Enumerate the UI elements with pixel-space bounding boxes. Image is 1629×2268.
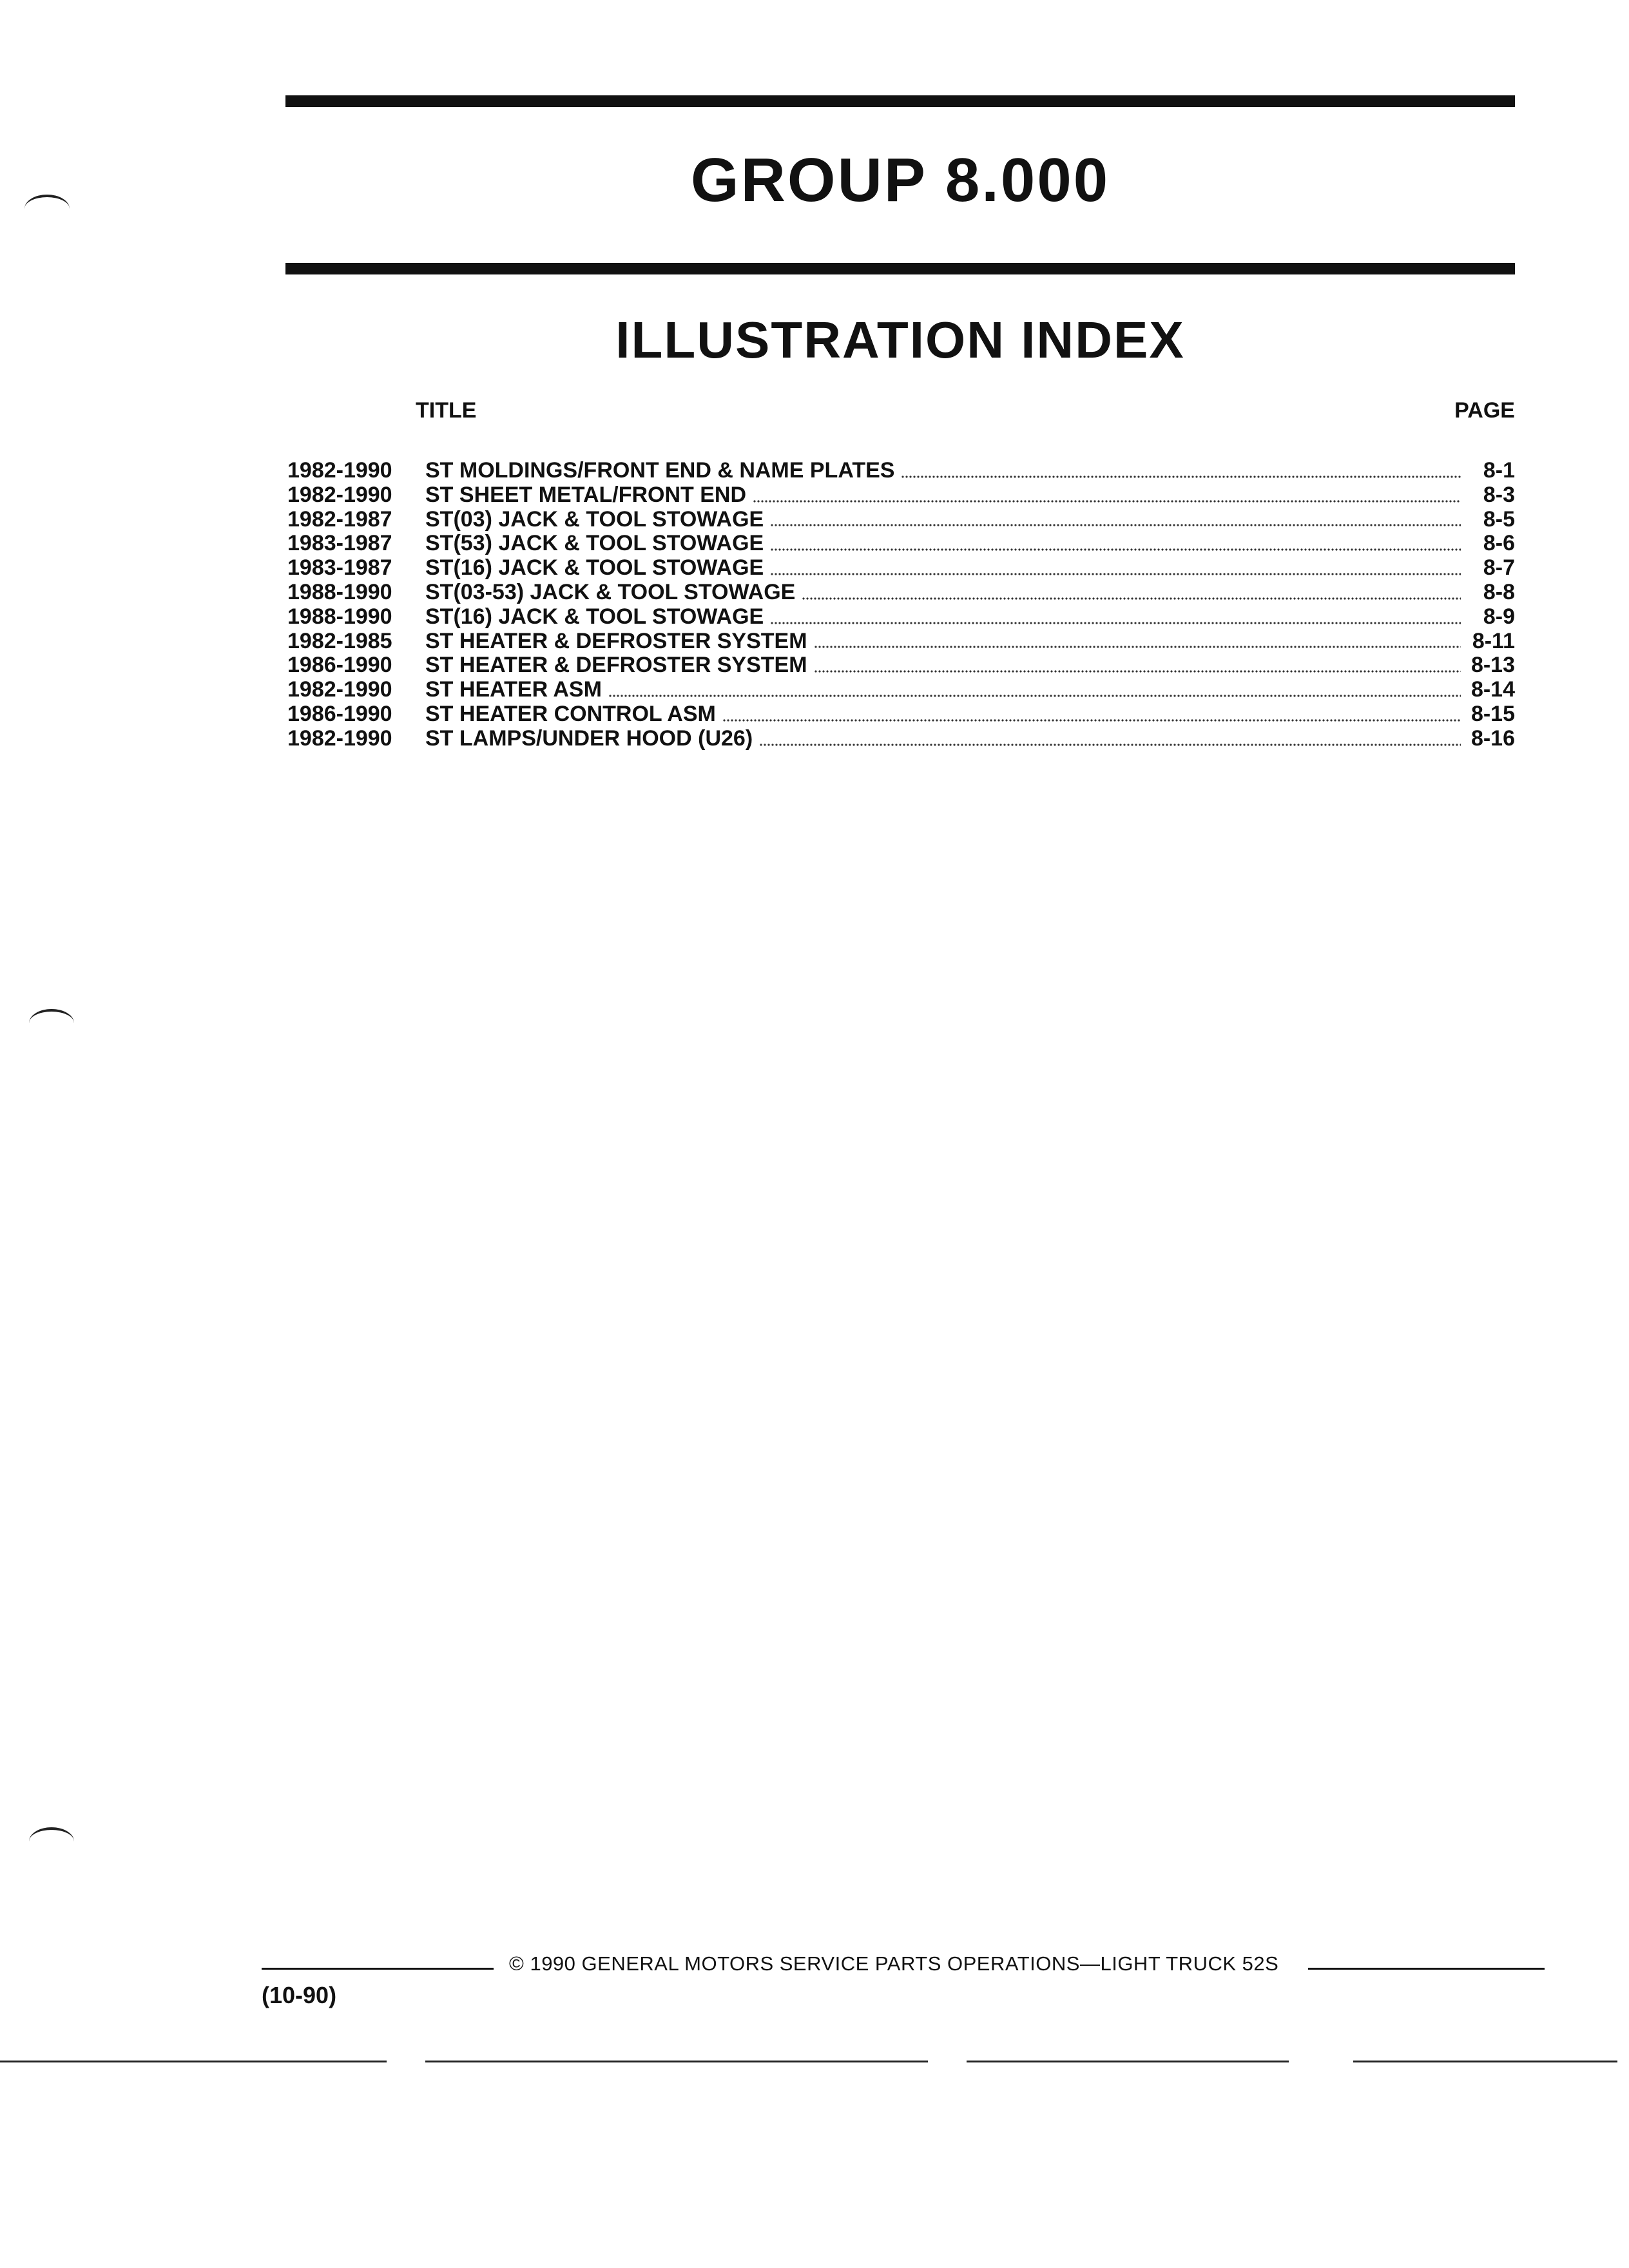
entry-page-number: 8-15	[1470, 701, 1515, 726]
entry-years: 1982-1987	[287, 506, 392, 532]
footer-rule-left	[262, 1968, 494, 1970]
entry-years: 1982-1990	[287, 726, 392, 751]
index-entry	[287, 581, 1515, 605]
entry-title: ST LAMPS/UNDER HOOD (U26)	[425, 726, 753, 751]
entry-page-number: 8-9	[1483, 604, 1515, 629]
index-entry	[287, 483, 1515, 508]
dot-leader	[770, 548, 1461, 553]
entry-page-number: 8-1	[1483, 458, 1515, 483]
entry-page-number: 8-6	[1483, 531, 1515, 556]
revision-date-code: (10-90)	[262, 1982, 337, 2008]
index-entry	[287, 556, 1515, 581]
binder-hole-mark	[24, 195, 70, 223]
title-column-header: TITLE	[416, 398, 477, 423]
entry-title: ST HEATER & DEFROSTER SYSTEM	[425, 628, 807, 653]
binder-hole-mark	[29, 1827, 74, 1856]
bottom-scan-line	[425, 2061, 928, 2062]
entry-years: 1982-1990	[287, 482, 392, 507]
binder-hole-mark	[29, 1009, 74, 1037]
illustration-index-list	[287, 459, 1515, 751]
entry-title: ST HEATER & DEFROSTER SYSTEM	[425, 653, 807, 678]
entry-page-number: 8-8	[1483, 579, 1515, 604]
copyright-notice: © 1990 GENERAL MOTORS SERVICE PARTS OPERATIONS—LIGHT TRUCK 52S	[509, 1952, 1279, 1975]
dot-leader	[608, 694, 1461, 699]
group-title: GROUP 8.000	[690, 146, 1110, 215]
dot-leader	[802, 597, 1461, 602]
top-rule	[285, 95, 1515, 107]
index-entry	[287, 508, 1515, 532]
index-title: ILLUSTRATION INDEX	[615, 311, 1185, 369]
index-entry	[287, 629, 1515, 654]
entry-page-number: 8-11	[1472, 628, 1515, 653]
middle-rule	[285, 263, 1515, 274]
entry-page-number: 8-16	[1470, 726, 1515, 751]
dot-leader	[722, 718, 1461, 724]
dot-leader	[770, 572, 1461, 577]
dot-leader	[770, 621, 1461, 626]
entry-years: 1982-1990	[287, 677, 392, 702]
entry-page-number: 8-3	[1483, 482, 1515, 507]
entry-title: ST(03) JACK & TOOL STOWAGE	[425, 506, 764, 532]
dot-leader	[759, 743, 1461, 748]
dot-leader	[753, 499, 1461, 505]
index-entry	[287, 459, 1515, 483]
entry-years: 1986-1990	[287, 653, 392, 678]
entry-title: ST HEATER CONTROL ASM	[425, 701, 716, 726]
entry-title: ST(03-53) JACK & TOOL STOWAGE	[425, 579, 796, 604]
entry-title: ST(16) JACK & TOOL STOWAGE	[425, 604, 764, 629]
entry-years: 1986-1990	[287, 701, 392, 726]
entry-years: 1982-1990	[287, 458, 392, 483]
index-entry	[287, 678, 1515, 702]
entry-title: ST MOLDINGS/FRONT END & NAME PLATES	[425, 458, 895, 483]
footer-rule-right	[1308, 1968, 1545, 1970]
entry-years: 1982-1985	[287, 628, 392, 653]
index-entry	[287, 727, 1515, 751]
entry-title: ST HEATER ASM	[425, 677, 602, 702]
bottom-scan-line	[1353, 2061, 1617, 2062]
entry-page-number: 8-14	[1470, 677, 1515, 702]
entry-title: ST(53) JACK & TOOL STOWAGE	[425, 531, 764, 556]
index-entry	[287, 605, 1515, 629]
dot-leader	[901, 475, 1461, 480]
entry-page-number: 8-5	[1483, 506, 1515, 532]
index-entry	[287, 532, 1515, 556]
bottom-scan-line	[0, 2061, 387, 2062]
entry-years: 1988-1990	[287, 579, 392, 604]
entry-title: ST(16) JACK & TOOL STOWAGE	[425, 555, 764, 581]
dot-leader	[814, 669, 1461, 675]
entry-title: ST SHEET METAL/FRONT END	[425, 482, 747, 507]
entry-years: 1988-1990	[287, 604, 392, 629]
bottom-scan-line	[967, 2061, 1289, 2062]
dot-leader	[770, 523, 1461, 528]
entry-page-number: 8-7	[1483, 555, 1515, 581]
entry-years: 1983-1987	[287, 531, 392, 556]
page-column-header: PAGE	[1454, 398, 1515, 423]
dot-leader	[814, 645, 1461, 650]
index-entry	[287, 653, 1515, 678]
index-entry	[287, 702, 1515, 727]
entry-page-number: 8-13	[1470, 653, 1515, 678]
entry-years: 1983-1987	[287, 555, 392, 581]
